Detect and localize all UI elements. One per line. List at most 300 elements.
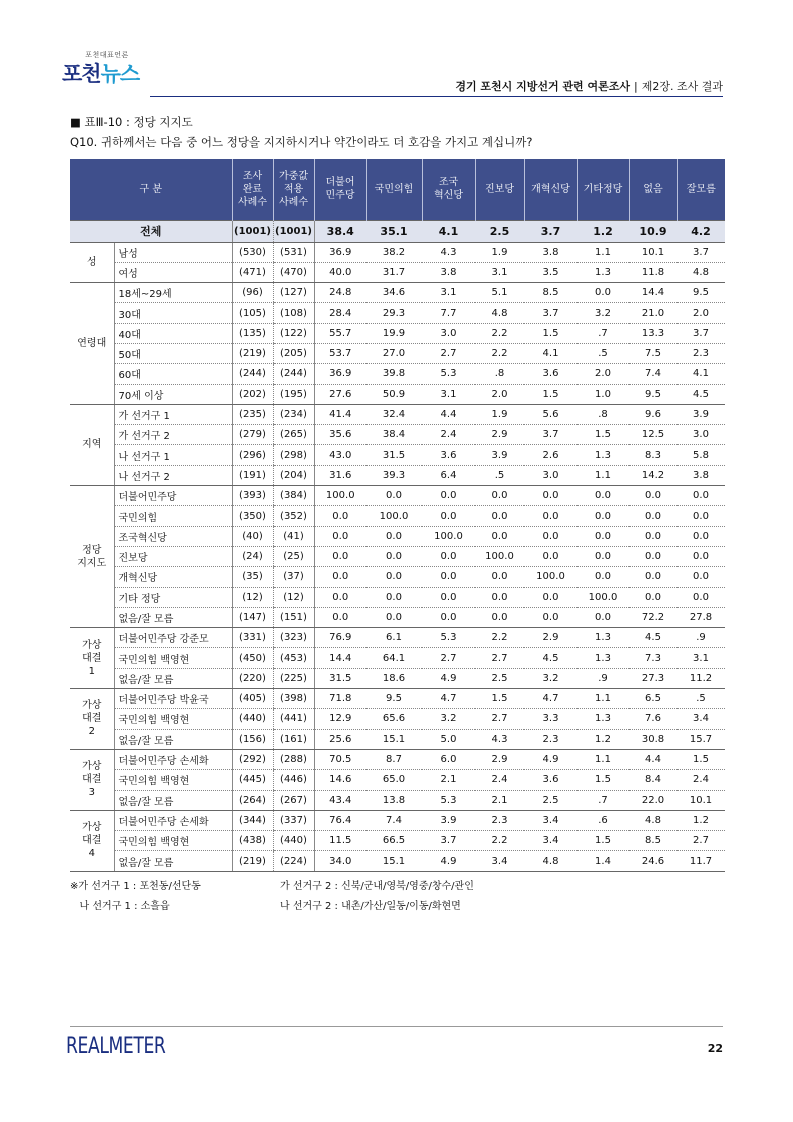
n-raw-cell: (296) [232, 445, 273, 465]
value-cell: 0.0 [475, 526, 524, 546]
value-cell: 8.3 [629, 445, 677, 465]
value-cell: 4.1 [524, 343, 577, 363]
table-row [70, 486, 725, 506]
table-row [70, 262, 725, 282]
row-label: 나 선거구 2 [114, 465, 232, 485]
row-label: 국민의힘 백영현 [114, 770, 232, 790]
n-raw-cell: (264) [232, 790, 273, 810]
n-raw-cell: (40) [232, 526, 273, 546]
value-cell: 76.4 [314, 810, 366, 830]
value-cell: 100.0 [475, 546, 524, 566]
n-weighted-cell: (531) [273, 242, 314, 262]
group-label: 가상 대결 4 [70, 810, 114, 871]
value-cell: 4.7 [524, 689, 577, 709]
value-cell: .7 [577, 790, 629, 810]
value-cell: 0.0 [475, 567, 524, 587]
row-label: 없음/잘 모름 [114, 729, 232, 749]
table-row [70, 668, 725, 688]
value-cell: 2.0 [475, 384, 524, 404]
value-cell: 24.6 [629, 851, 677, 871]
row-label: 국민의힘 백영현 [114, 709, 232, 729]
value-cell: 11.8 [629, 262, 677, 282]
n-weighted-cell: (37) [273, 567, 314, 587]
value-cell: 0.0 [629, 506, 677, 526]
value-cell: 31.5 [366, 445, 422, 465]
footnotes [70, 877, 474, 917]
value-cell: 100.0 [577, 587, 629, 607]
total-value: 35.1 [366, 220, 422, 242]
n-raw-cell: (156) [232, 729, 273, 749]
n-raw-cell: (440) [232, 709, 273, 729]
value-cell: 27.6 [314, 384, 366, 404]
value-cell: 4.4 [629, 749, 677, 769]
value-cell: 38.2 [366, 242, 422, 262]
row-label: 없음/잘 모름 [114, 851, 232, 871]
value-cell: 72.2 [629, 607, 677, 627]
n-weighted-cell: (298) [273, 445, 314, 465]
group-label: 연령대 [70, 283, 114, 405]
n-weighted-cell: (25) [273, 546, 314, 566]
header-n-weighted: 가중값 적용 사례수 [273, 159, 314, 220]
value-cell: 0.0 [577, 506, 629, 526]
value-cell: 0.0 [577, 283, 629, 303]
value-cell: 66.5 [366, 831, 422, 851]
n-raw-cell: (393) [232, 486, 273, 506]
table-row [70, 851, 725, 871]
total-value: 38.4 [314, 220, 366, 242]
n-weighted-cell: (352) [273, 506, 314, 526]
value-cell: 3.7 [422, 831, 475, 851]
table-row [70, 404, 725, 424]
value-cell: 27.0 [366, 343, 422, 363]
value-cell: 3.6 [524, 770, 577, 790]
value-cell: 31.5 [314, 668, 366, 688]
value-cell: 3.1 [422, 283, 475, 303]
n-weighted-cell: (224) [273, 851, 314, 871]
value-cell: 4.7 [422, 689, 475, 709]
logo [62, 50, 152, 86]
n-raw-cell: (344) [232, 810, 273, 830]
total-n-weighted: (1001) [273, 220, 314, 242]
value-cell: 3.3 [524, 709, 577, 729]
table-row [70, 546, 725, 566]
value-cell: 3.2 [422, 709, 475, 729]
value-cell: 70.5 [314, 749, 366, 769]
value-cell: 7.4 [629, 364, 677, 384]
total-value: 3.7 [524, 220, 577, 242]
value-cell: 19.9 [366, 323, 422, 343]
total-value: 2.5 [475, 220, 524, 242]
value-cell: 64.1 [366, 648, 422, 668]
n-weighted-cell: (384) [273, 486, 314, 506]
value-cell: 2.0 [677, 303, 725, 323]
value-cell: .6 [577, 810, 629, 830]
value-cell: 5.8 [677, 445, 725, 465]
value-cell: 6.0 [422, 749, 475, 769]
n-weighted-cell: (453) [273, 648, 314, 668]
n-raw-cell: (350) [232, 506, 273, 526]
n-raw-cell: (279) [232, 425, 273, 445]
value-cell: 1.5 [475, 689, 524, 709]
value-cell: .8 [577, 404, 629, 424]
table-row [70, 425, 725, 445]
n-raw-cell: (24) [232, 546, 273, 566]
n-weighted-cell: (122) [273, 323, 314, 343]
page-number: 22 [707, 1042, 723, 1055]
value-cell: 3.6 [422, 445, 475, 465]
value-cell: 0.0 [524, 546, 577, 566]
value-cell: 0.0 [677, 486, 725, 506]
footnote-row [70, 877, 474, 897]
value-cell: 3.8 [677, 465, 725, 485]
value-cell: 27.8 [677, 607, 725, 627]
value-cell: 0.0 [314, 506, 366, 526]
n-raw-cell: (105) [232, 303, 273, 323]
value-cell: 0.0 [422, 486, 475, 506]
value-cell: 2.6 [524, 445, 577, 465]
group-label: 가상 대결 2 [70, 689, 114, 750]
total-value: 4.2 [677, 220, 725, 242]
value-cell: 3.6 [524, 364, 577, 384]
value-cell: 43.4 [314, 790, 366, 810]
n-weighted-cell: (267) [273, 790, 314, 810]
total-label: 전체 [70, 220, 232, 242]
value-cell: 34.6 [366, 283, 422, 303]
value-cell: 9.6 [629, 404, 677, 424]
value-cell: 10.1 [629, 242, 677, 262]
value-cell: 0.0 [422, 506, 475, 526]
value-cell: 3.7 [677, 323, 725, 343]
value-cell: 7.7 [422, 303, 475, 323]
value-cell: 1.2 [577, 729, 629, 749]
n-raw-cell: (331) [232, 628, 273, 648]
n-raw-cell: (12) [232, 587, 273, 607]
value-cell: 4.9 [422, 668, 475, 688]
total-value: 10.9 [629, 220, 677, 242]
value-cell: 7.5 [629, 343, 677, 363]
value-cell: 11.7 [677, 851, 725, 871]
value-cell: 40.0 [314, 262, 366, 282]
row-label: 가 선거구 1 [114, 404, 232, 424]
row-label: 30대 [114, 303, 232, 323]
value-cell: .5 [577, 343, 629, 363]
header-category: 구 분 [70, 159, 232, 220]
value-cell: 9.5 [629, 384, 677, 404]
value-cell: 5.3 [422, 790, 475, 810]
footnote: 가 선거구 2 : 신북/군내/영북/영중/창수/관인 [280, 881, 474, 892]
value-cell: 2.5 [475, 668, 524, 688]
table-row [70, 607, 725, 627]
group-label: 가상 대결 3 [70, 749, 114, 810]
value-cell: 9.5 [677, 283, 725, 303]
value-cell: 1.3 [577, 262, 629, 282]
row-label: 기타 정당 [114, 587, 232, 607]
n-weighted-cell: (265) [273, 425, 314, 445]
value-cell: 2.3 [677, 343, 725, 363]
value-cell: 2.1 [475, 790, 524, 810]
table-row [70, 445, 725, 465]
n-raw-cell: (530) [232, 242, 273, 262]
table-row [70, 810, 725, 830]
value-cell: 6.4 [422, 465, 475, 485]
value-cell: 2.7 [475, 709, 524, 729]
n-raw-cell: (219) [232, 343, 273, 363]
value-cell: .8 [475, 364, 524, 384]
value-cell: 0.0 [366, 486, 422, 506]
header-col: 조국 혁신당 [422, 159, 475, 220]
group-label: 가상 대결 1 [70, 628, 114, 689]
value-cell: 7.6 [629, 709, 677, 729]
value-cell: 3.0 [677, 425, 725, 445]
value-cell: 0.0 [366, 546, 422, 566]
n-weighted-cell: (234) [273, 404, 314, 424]
value-cell: 0.0 [677, 526, 725, 546]
value-cell: 24.8 [314, 283, 366, 303]
value-cell: 41.4 [314, 404, 366, 424]
n-weighted-cell: (41) [273, 526, 314, 546]
value-cell: 4.9 [422, 851, 475, 871]
value-cell: 9.5 [366, 689, 422, 709]
value-cell: 2.9 [475, 425, 524, 445]
table-header-row [70, 159, 725, 220]
value-cell: 5.3 [422, 628, 475, 648]
header-n-raw: 조사 완료 사례수 [232, 159, 273, 220]
value-cell: 2.2 [475, 628, 524, 648]
value-cell: 1.9 [475, 404, 524, 424]
value-cell: 2.3 [524, 729, 577, 749]
header-col: 진보당 [475, 159, 524, 220]
value-cell: 100.0 [314, 486, 366, 506]
n-weighted-cell: (323) [273, 628, 314, 648]
value-cell: 31.7 [366, 262, 422, 282]
value-cell: 2.4 [677, 770, 725, 790]
value-cell: 7.4 [366, 810, 422, 830]
value-cell: 3.1 [677, 648, 725, 668]
table-row [70, 465, 725, 485]
value-cell: 1.3 [577, 628, 629, 648]
value-cell: 13.3 [629, 323, 677, 343]
value-cell: 43.0 [314, 445, 366, 465]
n-weighted-cell: (440) [273, 831, 314, 851]
value-cell: 3.5 [524, 262, 577, 282]
row-label: 더불어민주당 손세화 [114, 810, 232, 830]
value-cell: 1.1 [577, 749, 629, 769]
value-cell: 2.7 [422, 343, 475, 363]
value-cell: 8.5 [629, 831, 677, 851]
n-weighted-cell: (337) [273, 810, 314, 830]
value-cell: 1.2 [677, 810, 725, 830]
row-label: 더불어민주당 [114, 486, 232, 506]
value-cell: 0.0 [677, 546, 725, 566]
header-divider [150, 96, 723, 97]
value-cell: 1.3 [577, 445, 629, 465]
value-cell: 4.5 [629, 628, 677, 648]
value-cell: 1.5 [577, 425, 629, 445]
value-cell: 0.0 [629, 526, 677, 546]
value-cell: 15.1 [366, 851, 422, 871]
value-cell: 53.7 [314, 343, 366, 363]
value-cell: 22.0 [629, 790, 677, 810]
value-cell: 0.0 [677, 506, 725, 526]
table-row [70, 283, 725, 303]
row-label: 남성 [114, 242, 232, 262]
value-cell: 3.4 [524, 831, 577, 851]
table-row [70, 831, 725, 851]
n-weighted-cell: (161) [273, 729, 314, 749]
n-raw-cell: (438) [232, 831, 273, 851]
value-cell: 100.0 [524, 567, 577, 587]
value-cell: 2.4 [422, 425, 475, 445]
n-raw-cell: (450) [232, 648, 273, 668]
value-cell: 32.4 [366, 404, 422, 424]
value-cell: 3.7 [524, 425, 577, 445]
value-cell: 14.4 [314, 648, 366, 668]
row-label: 없음/잘 모름 [114, 790, 232, 810]
value-cell: 65.6 [366, 709, 422, 729]
value-cell: 0.0 [524, 506, 577, 526]
value-cell: 1.4 [577, 851, 629, 871]
n-weighted-cell: (470) [273, 262, 314, 282]
value-cell: 29.3 [366, 303, 422, 323]
value-cell: 0.0 [475, 486, 524, 506]
value-cell: 35.6 [314, 425, 366, 445]
n-weighted-cell: (225) [273, 668, 314, 688]
row-label: 여성 [114, 262, 232, 282]
total-value: 4.1 [422, 220, 475, 242]
value-cell: 2.2 [475, 831, 524, 851]
n-raw-cell: (235) [232, 404, 273, 424]
value-cell: .7 [577, 323, 629, 343]
value-cell: 0.0 [629, 486, 677, 506]
value-cell: 0.0 [577, 526, 629, 546]
value-cell: 2.0 [577, 364, 629, 384]
value-cell: 2.1 [422, 770, 475, 790]
value-cell: 2.7 [475, 648, 524, 668]
table-row [70, 526, 725, 546]
n-raw-cell: (292) [232, 749, 273, 769]
table-row [70, 364, 725, 384]
value-cell: 1.5 [577, 770, 629, 790]
value-cell: 1.1 [577, 465, 629, 485]
logo-part-a: 포천 [62, 62, 101, 86]
n-weighted-cell: (151) [273, 607, 314, 627]
table-row [70, 648, 725, 668]
value-cell: 14.6 [314, 770, 366, 790]
group-label: 성 [70, 242, 114, 283]
value-cell: 4.8 [629, 810, 677, 830]
value-cell: 100.0 [422, 526, 475, 546]
value-cell: 11.5 [314, 831, 366, 851]
value-cell: 12.9 [314, 709, 366, 729]
row-label: 18세~29세 [114, 283, 232, 303]
n-raw-cell: (405) [232, 689, 273, 709]
n-raw-cell: (220) [232, 668, 273, 688]
value-cell: 25.6 [314, 729, 366, 749]
value-cell: 5.0 [422, 729, 475, 749]
value-cell: 12.5 [629, 425, 677, 445]
value-cell: 6.1 [366, 628, 422, 648]
value-cell: 1.5 [524, 323, 577, 343]
chapter-title: 제2장. 조사 결과 [641, 80, 723, 93]
header-col: 개혁신당 [524, 159, 577, 220]
value-cell: 2.2 [475, 323, 524, 343]
value-cell: 3.2 [577, 303, 629, 323]
value-cell: 1.5 [524, 384, 577, 404]
value-cell: 39.3 [366, 465, 422, 485]
value-cell: 2.5 [524, 790, 577, 810]
n-weighted-cell: (244) [273, 364, 314, 384]
n-weighted-cell: (288) [273, 749, 314, 769]
value-cell: 1.1 [577, 689, 629, 709]
value-cell: 4.8 [677, 262, 725, 282]
value-cell: 11.2 [677, 668, 725, 688]
logo-tagline: 포천대표언론 [85, 51, 129, 59]
row-label: 가 선거구 2 [114, 425, 232, 445]
total-n-raw: (1001) [232, 220, 273, 242]
value-cell: 3.8 [524, 242, 577, 262]
n-weighted-cell: (446) [273, 770, 314, 790]
value-cell: 2.3 [475, 810, 524, 830]
n-weighted-cell: (205) [273, 343, 314, 363]
value-cell: 0.0 [577, 567, 629, 587]
value-cell: 0.0 [366, 587, 422, 607]
value-cell: 2.4 [475, 770, 524, 790]
table-row [70, 587, 725, 607]
results-table [70, 159, 725, 872]
value-cell: 76.9 [314, 628, 366, 648]
n-raw-cell: (445) [232, 770, 273, 790]
value-cell: 14.2 [629, 465, 677, 485]
value-cell: 1.5 [577, 831, 629, 851]
header-col: 더불어 민주당 [314, 159, 366, 220]
footnote: ※가 선거구 1 : 포천동/선단동 [70, 881, 201, 892]
value-cell: 0.0 [366, 567, 422, 587]
value-cell: 3.7 [524, 303, 577, 323]
value-cell: 1.0 [577, 384, 629, 404]
footer-divider [70, 1026, 723, 1027]
row-label: 없음/잘 모름 [114, 668, 232, 688]
row-label: 국민의힘 백영현 [114, 831, 232, 851]
n-raw-cell: (471) [232, 262, 273, 282]
value-cell: 3.8 [422, 262, 475, 282]
value-cell: 30.8 [629, 729, 677, 749]
value-cell: 1.3 [577, 648, 629, 668]
value-cell: 4.3 [475, 729, 524, 749]
value-cell: 0.0 [677, 587, 725, 607]
value-cell: 31.6 [314, 465, 366, 485]
n-raw-cell: (202) [232, 384, 273, 404]
value-cell: 0.0 [629, 587, 677, 607]
value-cell: .5 [677, 689, 725, 709]
value-cell: 0.0 [422, 567, 475, 587]
value-cell: 15.1 [366, 729, 422, 749]
table-row [70, 770, 725, 790]
n-weighted-cell: (204) [273, 465, 314, 485]
value-cell: 4.1 [677, 364, 725, 384]
value-cell: 3.1 [422, 384, 475, 404]
n-weighted-cell: (12) [273, 587, 314, 607]
report-title: 경기 포천시 지방선거 관련 여론조사 [455, 80, 631, 93]
value-cell: 3.9 [422, 810, 475, 830]
value-cell: 3.4 [475, 851, 524, 871]
value-cell: 4.3 [422, 242, 475, 262]
value-cell: 3.4 [677, 709, 725, 729]
table-row [70, 506, 725, 526]
value-cell: 0.0 [677, 567, 725, 587]
value-cell: 38.4 [366, 425, 422, 445]
row-label: 50대 [114, 343, 232, 363]
value-cell: 1.1 [577, 242, 629, 262]
